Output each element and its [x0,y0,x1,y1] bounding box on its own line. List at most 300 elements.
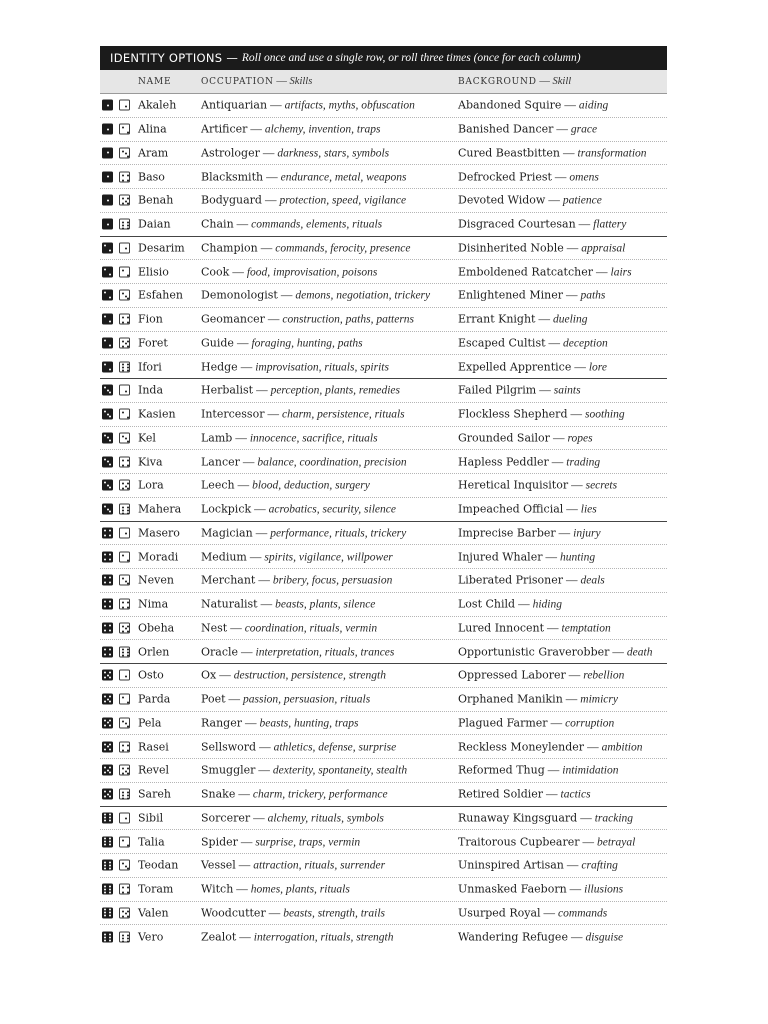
die-pip [107,152,109,154]
background-name: Opportunistic Graverobber [458,645,610,659]
name-cell: Kel [138,431,156,445]
occupation-name: Sorcerer [201,811,251,825]
background-cell [458,526,601,539]
table-row [100,118,667,142]
background-cell [458,170,599,183]
background-skill: secrets [585,479,618,492]
table-row [100,332,667,356]
die-pip [127,483,129,485]
occupation-name: Geomancer [201,312,265,326]
background-skill: corruption [565,717,615,730]
die-pip [109,864,111,866]
d6-filled-icon [102,266,113,277]
die-pip [109,648,111,650]
background-cell [458,265,632,278]
background-skill: grace [570,123,598,136]
name-cell: Osto [138,668,164,682]
die-pip [122,655,124,657]
d6-filled-icon [102,385,113,396]
die-pip [104,606,106,608]
table-row [100,640,667,664]
occupation-name: Guide [201,336,234,350]
die-pip [109,677,111,679]
occupation-cell [201,194,406,207]
occupation-name: Spider [201,835,238,849]
table-row [100,712,667,736]
d6-filled-icon [102,622,113,633]
die-pip [104,772,106,774]
occupation-skills: improvisation, rituals, spirits [255,361,389,374]
d6-filled-icon [102,409,113,420]
table-row [100,617,667,641]
die-pip [122,483,124,485]
d6-filled-icon [102,171,113,182]
occupation-name: Witch [201,882,234,896]
d6-filled-icon [102,337,113,348]
d6-filled-icon [102,456,113,467]
die-pip [122,512,124,514]
column-header-separator: — [539,76,550,87]
die-pip [122,887,124,889]
die-pip [127,227,129,229]
em-dash: — [262,147,275,160]
background-skill: ambition [601,741,643,754]
table-row [100,925,667,949]
die-pip [127,512,129,514]
table-row [100,427,667,451]
die-pip [127,488,129,490]
em-dash: — [574,361,586,374]
die-pip [109,936,111,938]
background-skill: illusions [584,883,624,896]
die-pip [104,648,106,650]
occupation-cell [201,241,410,254]
column-header-background-skill: Skill [552,76,572,87]
background-cell [458,408,625,421]
background-name: Expelled Apprentice [458,360,572,374]
occupation-cell [201,170,406,183]
background-name: Runaway Kingsguard [458,811,578,825]
dice-roll [102,219,130,230]
name-cell: Orlen [138,645,170,659]
die-pip [104,244,106,246]
table-row [100,522,667,546]
die-pip [122,773,124,775]
die-pip [125,153,127,155]
d6-outline-icon [119,860,130,871]
die-pip [104,817,106,819]
die-pip [109,629,111,631]
die-pip [107,128,109,130]
occupation-skills: dexterity, spontaneity, stealth [272,764,408,777]
em-dash: — [260,242,273,255]
die-pip [109,534,111,536]
dice-roll [102,147,130,158]
occupation-skills: homes, plants, rituals [250,883,350,896]
die-pip [125,485,127,487]
background-cell [458,906,607,919]
die-pip [107,176,109,178]
background-cell [458,241,625,254]
die-pip [125,295,127,297]
em-dash: — [570,931,583,944]
dice-roll [102,646,130,657]
name-cell: Talia [138,835,165,849]
d6-outline-icon [119,100,130,111]
em-dash: — [242,456,255,469]
table-row [100,902,667,926]
die-pip [109,820,111,822]
background-skill: tactics [560,788,591,801]
die-pip [104,838,106,840]
die-pip [127,440,129,442]
table-row [100,783,667,807]
die-pip [127,506,129,508]
die-pip [104,363,106,365]
background-skill: deception [563,337,608,350]
die-pip [122,625,124,627]
occupation-skills: construction, paths, patterns [282,313,415,326]
d6-outline-icon [119,551,130,562]
em-dash: — [238,859,251,872]
die-pip [127,649,129,651]
d6-filled-icon [102,765,113,776]
die-pip [109,814,111,816]
die-pip [104,885,106,887]
die-pip [127,322,129,324]
dice-roll [102,100,130,111]
die-pip [104,939,106,941]
d6-outline-icon [119,385,130,396]
die-pip [127,940,129,942]
table-row [100,759,667,783]
table-row [100,569,667,593]
occupation-name: Ranger [201,716,242,730]
name-cell: Rasei [138,740,169,754]
occupation-name: Woodcutter [201,906,266,920]
die-pip [122,578,124,580]
d6-outline-icon [119,171,130,182]
die-pip [104,701,106,703]
em-dash: — [264,194,277,207]
background-name: Imprecise Barber [458,526,556,540]
background-skill: lairs [610,266,632,279]
em-dash: — [255,527,268,540]
background-name: Flockless Shepherd [458,407,568,421]
die-pip [125,533,127,535]
die-pip [127,367,129,369]
background-name: Defrocked Priest [458,170,552,184]
background-name: Plagued Farmer [458,716,548,730]
background-skill: aiding [578,99,609,112]
die-pip [109,791,111,793]
background-cell [458,598,562,611]
em-dash: — [259,741,271,754]
die-pip [127,844,129,846]
die-pip [127,725,129,727]
occupation-skills: charm, persistence, rituals [281,408,405,421]
occupation-name: Lockpick [201,502,252,516]
background-cell [458,740,642,753]
name-cell: Baso [138,170,165,184]
die-pip [122,697,124,699]
background-cell [458,455,600,468]
die-pip [107,223,109,225]
occupation-skills: destruction, persistence, strength [233,669,386,682]
table-row [100,142,667,166]
dice-roll [102,907,130,918]
occupation-skills: attraction, rituals, surrender [253,859,386,872]
column-header-row [100,70,667,94]
occupation-name: Poet [201,692,226,706]
die-pip [122,370,124,372]
die-pip [122,937,124,939]
table-row [100,735,667,759]
occupation-cell [201,906,385,919]
die-pip [122,791,124,793]
die-pip [122,269,124,271]
d6-filled-icon [102,147,113,158]
em-dash: — [266,171,278,184]
d6-outline-icon [119,670,130,681]
d6-filled-icon [102,575,113,586]
background-skill: temptation [561,622,611,635]
die-pip [104,844,106,846]
die-pip [122,317,124,319]
die-pip [104,724,106,726]
table-row [100,189,667,213]
occupation-cell [201,716,359,729]
occupation-skills: protection, speed, vigilance [279,194,407,207]
die-pip [104,534,106,536]
background-cell [458,313,587,326]
occupation-skills: perception, plants, remedies [270,384,401,397]
occupation-skills: commands, elements, rituals [251,218,383,231]
die-pip [122,506,124,508]
die-pip [127,459,129,461]
occupation-name: Lamb [201,431,233,445]
em-dash: — [236,883,248,896]
background-skill: transformation [577,147,647,160]
background-name: Impeached Official [458,502,564,516]
em-dash: — [518,598,530,611]
occupation-name: Champion [201,241,258,255]
die-pip [109,867,111,869]
die-pip [107,461,109,463]
die-pip [127,652,129,654]
em-dash: — [568,669,581,682]
occupation-cell [201,621,377,634]
occupation-skills: passion, persuasion, rituals [243,693,371,706]
background-cell [458,811,633,824]
background-name: Heretical Inquisitor [458,478,569,492]
background-cell [458,574,605,587]
em-dash: — [236,218,249,231]
occupation-name: Lancer [201,455,240,469]
die-pip [104,387,106,389]
table-row [100,403,667,427]
occupation-name: Demonologist [201,288,278,302]
dice-roll [102,622,130,633]
background-skill: trading [566,456,601,469]
die-pip [104,601,106,603]
background-skill: lore [588,361,607,374]
die-pip [127,317,129,319]
die-pip [122,910,124,912]
die-pip [107,769,109,771]
table-title: IDENTITY OPTIONS [110,51,223,65]
background-cell [458,289,605,302]
background-skill: saints [553,384,581,397]
background-cell [458,835,635,848]
die-pip [109,796,111,798]
background-cell [458,384,581,397]
background-skill: hunting [559,551,596,564]
occupation-skills: balance, coordination, precision [257,456,407,469]
dice-roll [102,717,130,728]
die-pip [122,652,124,654]
name-cell: Teodan [138,858,179,872]
die-pip [104,867,106,869]
die-pip [104,796,106,798]
name-cell: Aram [138,146,169,160]
background-name: Grounded Sailor [458,431,550,445]
occupation-skills: bribery, focus, persuasion [272,574,393,587]
table-row [100,878,667,902]
d6-outline-icon [119,622,130,633]
em-dash: — [578,218,591,231]
table-instructions: Roll once and use a single row, or roll three times (once for each column) [241,52,581,64]
name-cell: Lora [138,478,164,492]
em-dash: — [232,266,244,279]
die-pip [104,292,106,294]
die-pip [109,249,111,251]
d6-outline-icon [119,195,130,206]
d6-filled-icon [102,717,113,728]
name-cell: Parda [138,692,171,706]
die-pip [109,463,111,465]
background-cell [458,479,617,492]
d6-filled-icon [102,124,113,135]
dice-roll [102,694,130,705]
background-name: Banished Dancer [458,122,554,136]
background-cell [458,931,623,944]
die-pip [127,607,129,609]
d6-outline-icon [119,361,130,372]
die-pip [125,105,127,107]
em-dash: — [587,741,599,754]
background-skill: paths [580,289,606,302]
die-pip [122,915,124,917]
background-name: Usurped Royal [458,906,541,920]
die-pip [122,221,124,223]
name-cell: Inda [138,383,164,397]
background-cell [458,693,618,706]
die-pip [122,607,124,609]
em-dash: — [570,408,582,421]
die-pip [122,464,124,466]
dice-roll [102,599,130,610]
em-dash: — [566,859,579,872]
die-pip [104,677,106,679]
die-pip [127,655,129,657]
die-pip [107,484,109,486]
occupation-name: Oracle [201,645,239,659]
die-pip [109,416,111,418]
die-pip [127,417,129,419]
em-dash: — [552,432,565,445]
em-dash: — [556,123,568,136]
die-pip [127,630,129,632]
occupation-cell [201,289,430,302]
die-pip [122,340,124,342]
background-skill: patience [562,194,602,207]
die-pip [127,174,129,176]
die-pip [104,411,106,413]
die-pip [109,624,111,626]
die-pip [109,297,111,299]
background-name: Abandoned Squire [458,98,562,112]
background-name: Escaped Cultist [458,336,546,350]
die-pip [107,508,109,510]
em-dash: — [268,907,281,920]
background-cell [458,503,597,516]
table-row [100,355,667,379]
die-pip [109,529,111,531]
occupation-skills: blood, deduction, surgery [252,479,370,492]
em-dash: — [236,337,249,350]
die-pip [127,464,129,466]
die-pip [122,892,124,894]
em-dash: — [582,836,594,849]
em-dash: — [547,622,559,635]
die-pip [127,768,129,770]
die-pip [104,458,106,460]
background-skill: commands [558,907,608,920]
die-pip [104,558,106,560]
die-pip [109,743,111,745]
occupation-skills: endurance, metal, weapons [280,171,407,184]
die-pip [104,482,106,484]
d6-outline-icon [119,575,130,586]
table-body [100,94,667,949]
occupation-cell [201,526,406,539]
die-pip [104,814,106,816]
dice-roll [102,266,130,277]
die-pip [127,937,129,939]
occupation-skills: acrobatics, security, silence [268,503,396,516]
occupation-name: Medium [201,550,247,564]
dice-roll [102,456,130,467]
name-cell: Neven [138,573,174,587]
die-pip [122,602,124,604]
name-cell: Kasien [138,407,176,421]
name-cell: Elisio [138,265,169,279]
die-pip [109,439,111,441]
background-name: Liberated Prisoner [458,573,563,587]
column-header-occupation [201,76,312,87]
die-pip [109,606,111,608]
background-name: Hapless Peddler [458,455,549,469]
name-cell: Alina [138,122,167,136]
die-pip [127,274,129,276]
die-pip [122,863,124,865]
background-cell [458,123,597,136]
em-dash: — [230,622,242,635]
occupation-cell [201,574,392,587]
background-name: Uninspired Artisan [458,858,564,872]
occupation-skills: charm, trickery, performance [252,788,388,801]
